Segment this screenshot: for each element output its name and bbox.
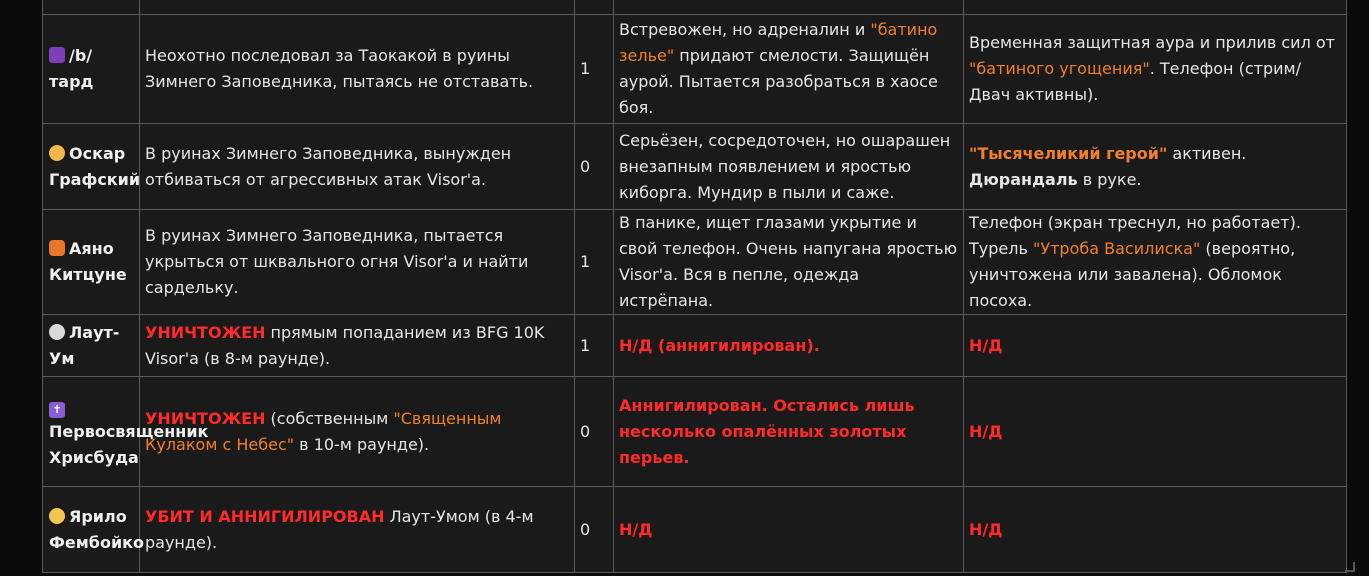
highlight-text: "батиного угощения" xyxy=(969,59,1150,78)
location-cell: В руинах Зимнего Заповедника, пытается укрыться от шквального огня Visor'а и найти сардельку. xyxy=(140,210,575,315)
character-name: Первосвященник Хрисбуда xyxy=(49,421,209,467)
status-destroyed: УБИТ И АННИГИЛИРОВАН xyxy=(145,506,385,526)
character-status-table xyxy=(42,0,1347,573)
latin-cross-icon: ✝ xyxy=(49,402,65,418)
table-row xyxy=(43,15,1347,124)
character-name-cell xyxy=(43,210,140,315)
location-cell: УБИТ И АННИГИЛИРОВАН Лаут-Умом (в 4-м раунде). xyxy=(140,487,575,573)
state-cell: Аннигилирован. Остались лишь несколько опалённых золотых перьев. xyxy=(614,377,964,487)
count-cell: 0 xyxy=(575,377,614,487)
count-cell: 1 xyxy=(575,315,614,377)
alien-monster-icon xyxy=(49,47,65,63)
highlight-text: "Утроба Василиска" xyxy=(1032,239,1201,258)
table-row xyxy=(43,315,1347,377)
highlight-text: "батино зелье" xyxy=(619,20,938,65)
character-name-cell xyxy=(43,487,145,573)
table-row xyxy=(43,124,1347,210)
state-cell: Серьёзен, сосредоточен, но ошарашен внезапным появлением и яростью киборга. Мундир в пыли и саже. xyxy=(614,124,964,210)
character-name-cell xyxy=(43,15,140,124)
face-icon xyxy=(49,145,65,161)
location-cell: Неохотно последовал за Таокакой в руины Зимнего Заповедника, пытаясь не отставать. xyxy=(140,15,575,124)
character-name: Ярило Фембойко xyxy=(49,506,145,552)
items-cell: Временная защитная аура и прилив сил от "батиного угощения". Телефон (стрим/Двач активны). xyxy=(964,15,1347,124)
character-name-cell xyxy=(43,124,140,210)
location-cell: УНИЧТОЖЕН прямым попаданием из BFG 10K Visor'а (в 8-м раунде). xyxy=(140,315,575,377)
highlight-text: "Священным Кулаком с Небес" xyxy=(145,408,502,454)
table-row xyxy=(43,487,1347,573)
state-cell: Н/Д xyxy=(614,487,964,573)
table-row xyxy=(43,0,1347,15)
count-cell: 0 xyxy=(575,487,614,573)
location-cell: В руинах Зимнего Заповедника, вынужден отбиваться от агрессивных атак Visor'а. xyxy=(140,124,575,210)
items-cell: Н/Д xyxy=(964,315,1347,377)
items-cell: Н/Д xyxy=(964,377,1347,487)
status-destroyed: УНИЧТОЖЕН xyxy=(145,408,266,428)
resize-handle-icon[interactable] xyxy=(1345,562,1355,572)
skull-icon xyxy=(49,324,65,340)
table-row xyxy=(43,210,1347,315)
state-cell: Н/Д (аннигилирован). xyxy=(614,315,964,377)
items-cell: Н/Д xyxy=(964,487,1347,573)
count-cell: 1 xyxy=(575,15,614,124)
character-status-table-container xyxy=(42,0,1346,573)
location-cell: УНИЧТОЖЕН (собственным "Священным Кулаком с Небес" в 10-м раунде). xyxy=(140,377,575,487)
items-cell: "Тысячеликий герой" активен. Дюрандаль в руке. xyxy=(964,124,1347,210)
character-name-cell xyxy=(43,315,140,377)
status-destroyed: УНИЧТОЖЕН xyxy=(145,322,266,342)
table-row xyxy=(43,377,1347,487)
character-name: Оскар Графский xyxy=(49,143,141,189)
state-cell: Встревожен, но адреналин и "батино зелье" придают смелости. Защищён аурой. Пытается разобраться в хаосе боя. xyxy=(614,15,964,124)
character-name: Лаут-Ум xyxy=(49,322,120,368)
items-cell: Телефон (экран треснул, но работает). Турель "Утроба Василиска" (вероятно, уничтожена или завалена). Обломок посоха. xyxy=(964,210,1347,315)
character-name: Аяно Китцуне xyxy=(49,239,127,284)
count-cell: 0 xyxy=(575,124,614,210)
highlight-text: "Тысячеликий герой" xyxy=(969,143,1168,163)
count-cell: 1 xyxy=(575,210,614,315)
fox-icon xyxy=(49,240,65,256)
person-icon xyxy=(49,508,65,524)
state-cell: В панике, ищет глазами укрытие и свой телефон. Очень напугана яростью Visor'а. Вся в пепле, одежда истрёпана. xyxy=(614,210,964,315)
character-name: /b/тард xyxy=(49,46,94,91)
